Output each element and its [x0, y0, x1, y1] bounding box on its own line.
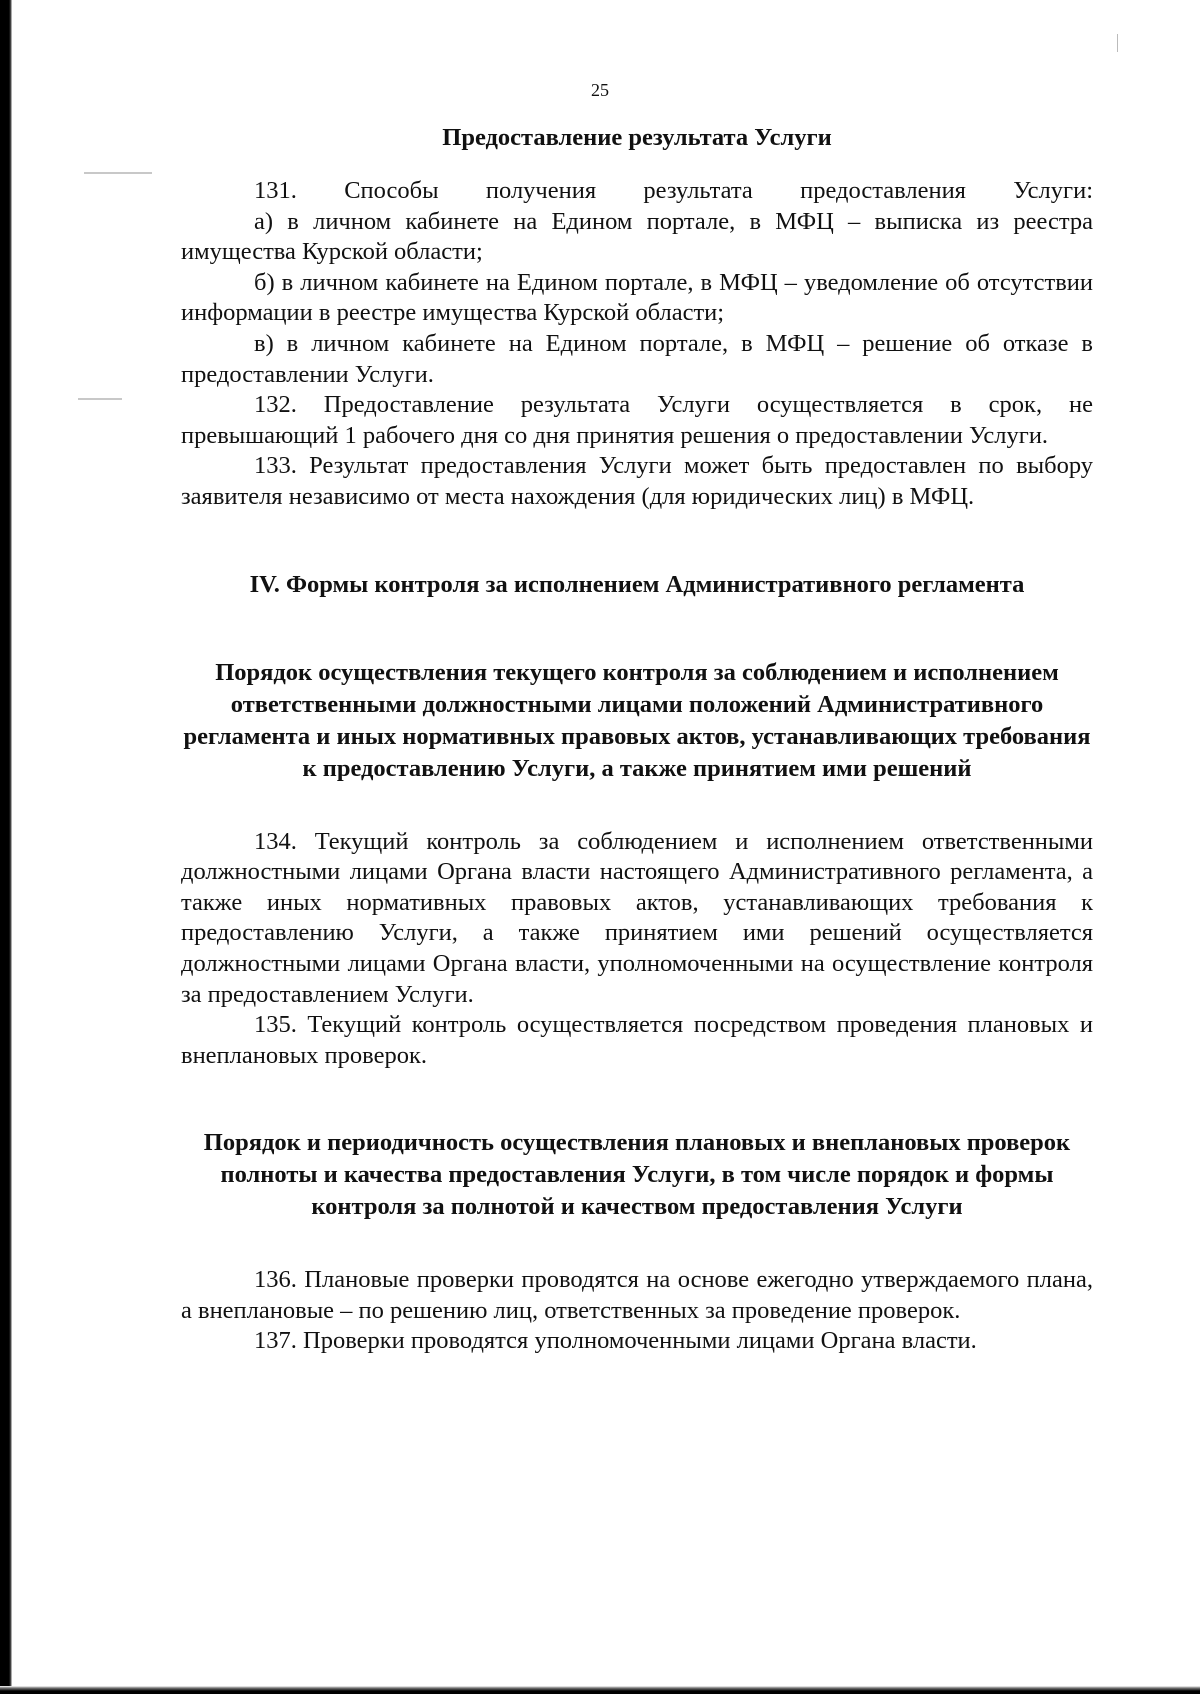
- paragraph-131: 131. Способы получения результата предоставления Услуги:: [254, 177, 1093, 204]
- paragraph-131-v: в) в личном кабинете на Едином портале, в МФЦ – решение об отказе в предоставлении Услуги.: [181, 329, 1093, 388]
- paragraph-137: 137. Проверки проводятся уполномоченными лицами Органа власти.: [254, 1327, 977, 1355]
- paragraph-135: 135. Текущий контроль осуществляется посредством проведения плановых и внеплановых проверок.: [181, 1011, 1093, 1069]
- scan-left-edge: [0, 0, 12, 1694]
- paragraph-134: 134. Текущий контроль за соблюдением и исполнением ответственными должностными лицами Органа власти настоящего Административного регламента, а также иных нормативных правовых актов, устанавливающих требования к предоставлению Услуги, а также принятием ими решений осуществляется должностными лицами Органа власти, уполномоченными на осуществление контроля за предоставлением Услуги.: [181, 827, 1093, 1008]
- heading-current-control: Порядок осуществления текущего контроля за соблюдением и исполнением ответственными должностными лицами положений Административного регламента и иных нормативных правовых актов, устанавливающих требования к предоставлению Услуги, а также принятием ими решений: [183, 658, 1091, 782]
- scan-bottom-edge: [0, 1686, 1200, 1694]
- document-body: [181, 122, 1093, 1357]
- page-number: 25: [591, 80, 609, 100]
- scan-mark: [1117, 34, 1118, 52]
- paragraph-131-b: б) в личном кабинете на Едином портале, в МФЦ – уведомление об отсутствии информации в реестре имущества Курской области;: [181, 268, 1093, 327]
- heading-result-provision: Предоставление результата Услуги: [442, 124, 832, 151]
- heading-inspection-procedure: Порядок и периодичность осуществления плановых и внеплановых проверок полноты и качества предоставления Услуги, в том числе порядок и формы контроля за полнотой и качеством предоставления Услуги: [203, 1129, 1071, 1221]
- paragraph-136: 136. Плановые проверки проводятся на основе ежегодно утверждаемого плана, а внеплановые – по решению лиц, ответственных за проведение проверок.: [181, 1266, 1093, 1324]
- paragraph-133: 133. Результат предоставления Услуги может быть предоставлен по выбору заявителя независимо от места нахождения (для юридических лиц) в МФЦ.: [181, 452, 1093, 510]
- heading-section-iv: IV. Формы контроля за исполнением Административного регламента: [249, 570, 1025, 598]
- scan-speck: [84, 172, 152, 174]
- scan-speck: [78, 398, 122, 400]
- paragraph-132: 132. Предоставление результата Услуги осуществляется в срок, не превышающий 1 рабочего дня со дня принятия решения о предоставлении Услуги.: [181, 391, 1093, 449]
- paragraph-131-a: а) в личном кабинете на Едином портале, в МФЦ – выписка из реестра имущества Курской области;: [181, 207, 1093, 266]
